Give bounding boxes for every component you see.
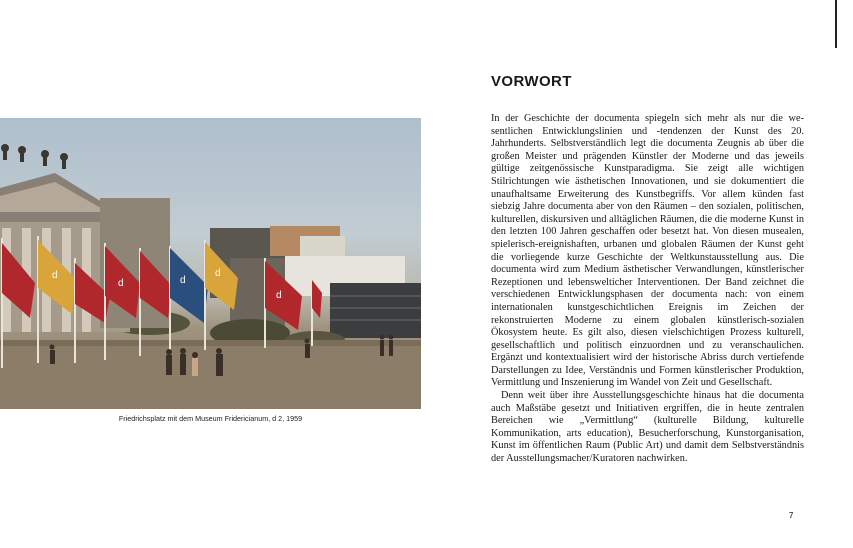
page-number: 7 — [789, 511, 794, 520]
paragraph: In der Geschichte der documenta spiegeln sich mehr als nur die wesentlichen Entwicklungslinien und -tendenzen der Kunst des 20. Jahrhunderts. Selbstverständlich legt die documenta Zeugnis ab über die großen Meister und prägenden Künstler der Moderne und das jeweils gültige zeitgenössische Kunstparadigma. Sie zeigt alle wichtigen Stilrichtungen wie ästhetischen Innovationen, und sie dokumentiert die unaufhaltsame Erweiterung des Kunstbegriffs. Vor allem künden fast siebzig Jahre documenta aber von den Räumen – den sozialen, politischen, kulturellen, diskursiven und alltäglichen Räumen, die die moderne Kunst in den letzten 100 Jahren geschaffen oder besetzt hat. Von diesen musealen, spielerisch-ereignishaften, urbanen und globalen Räumen der Kunst geht die vorliegende kurze Geschichte der Weltkunstausstellung aus. Die documenta wird zum Medium ästhetischer Verwandlungen, künstlerischer Rezeptionen und lebenswelticher Interventionen. Der Band zeichnet die verschiedenen Entwicklungsphasen der documenta nach: von einem internationalen kunstgeschichtlichen Ereignis im Zeichen der rekonstruierten Moderne zu einem globalen künstlerisch-sozialen Ökosystem heute. Es gilt also, diesen vielschichtigen Prozess kulturell, gesellschaftlich und politisch einzuordnen und zu veranschaulichen. Ergänzt und kontextualisiert wird der historische Abriss durch vertiefende Darstellungen zu Idee, Verständnis und Formen künstlerischer Produktion, Vermittlung und Inszenierung im Wandel von Zeit und Gesellschaft. — [491, 113, 804, 389]
page-edge-line — [835, 0, 837, 48]
flag — [170, 246, 208, 354]
body-text — [491, 113, 804, 466]
photo-friedrichsplatz — [0, 118, 421, 409]
photo-caption: Friedrichsplatz mit dem Museum Fridericianum, d 2, 1959 — [118, 414, 303, 423]
svg-text:d: d — [52, 270, 58, 281]
plaza-ground — [0, 340, 421, 409]
photo-illustration — [0, 118, 421, 409]
paragraph: Denn weit über ihre Ausstellungsgeschichte hinaus hat die documenta auch Maßstäbe gesetzt und Initiativen ergriffen, die in heute zentralen Bereichen wie „Vermittlung“ (kulturelle Bildung, kulturelle Kommunikation, arts education), Besucherforschung, Kunstorganisation, Kunst im öffentlichen Raum (Public Art) und damit dem Selbstverständnis der Ausstellungsmacher/Kuratoren nachwirken. — [491, 390, 804, 465]
svg-text:d: d — [215, 268, 221, 279]
svg-text:d: d — [118, 278, 124, 289]
svg-text:d: d — [180, 275, 186, 286]
page-title: VORWORT — [491, 73, 572, 90]
svg-text:d: d — [276, 290, 282, 301]
